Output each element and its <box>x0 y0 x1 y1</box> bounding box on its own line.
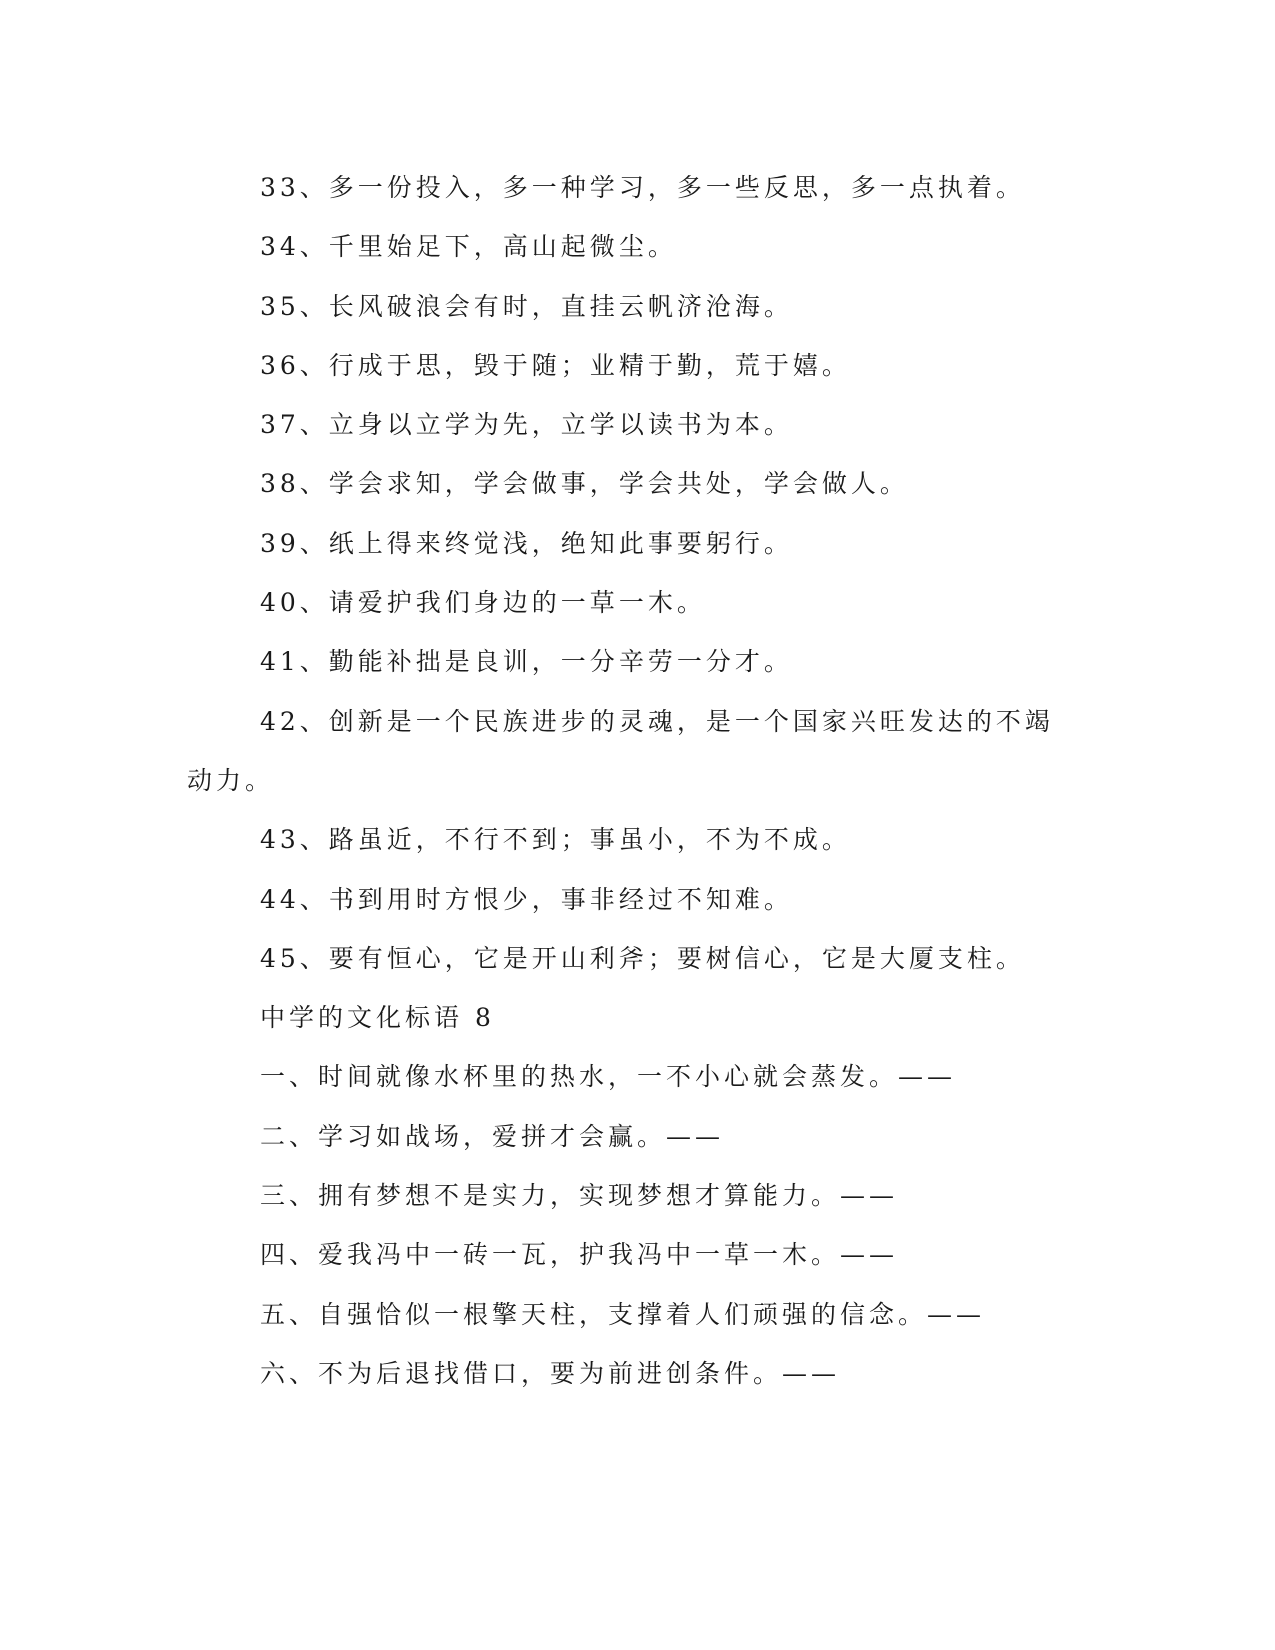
slogan-one: 一、时间就像水杯里的热水，一不小心就会蒸发。—— <box>260 1062 957 1092</box>
document-body <box>187 158 1067 1403</box>
slogan-five: 五、自强恰似一根擎天柱，支撑着人们顽强的信念。—— <box>260 1299 986 1329</box>
slogan-37: 37、立身以立学为先，立学以读书为本。 <box>260 410 793 440</box>
slogan-40: 40、请爱护我们身边的一草一木。 <box>260 588 706 618</box>
slogan-43: 43、路虽近，不行不到；事虽小，不为不成。 <box>260 825 851 855</box>
slogan-39: 39、纸上得来终觉浅，绝知此事要躬行。 <box>260 528 793 558</box>
slogan-two: 二、学习如战场，爱拼才会赢。—— <box>260 1121 725 1151</box>
slogan-44: 44、书到用时方恨少，事非经过不知难。 <box>260 884 793 914</box>
slogan-34: 34、千里始足下，高山起微尘。 <box>260 232 677 262</box>
slogan-41: 41、勤能补拙是良训，一分辛劳一分才。 <box>260 647 793 677</box>
slogan-36: 36、行成于思，毁于随；业精于勤，荒于嬉。 <box>260 350 851 380</box>
slogan-35: 35、长风破浪会有时，直挂云帆济沧海。 <box>260 291 793 321</box>
slogan-33: 33、多一份投入，多一种学习，多一些反思，多一点执着。 <box>260 173 1025 202</box>
slogan-three: 三、拥有梦想不是实力，实现梦想才算能力。—— <box>260 1181 899 1211</box>
slogan-45: 45、要有恒心，它是开山利斧；要树信心，它是大厦支柱。 <box>260 943 1025 973</box>
slogan-38: 38、学会求知，学会做事，学会共处，学会做人。 <box>260 469 909 499</box>
slogan-42: 42、创新是一个民族进步的灵魂，是一个国家兴旺发达的不竭动力。 <box>187 706 1054 795</box>
section-heading: 中学的文化标语 8 <box>260 1003 495 1033</box>
slogan-four: 四、爱我冯中一砖一瓦，护我冯中一草一木。—— <box>260 1240 899 1270</box>
slogan-six: 六、不为后退找借口，要为前进创条件。—— <box>260 1358 841 1388</box>
